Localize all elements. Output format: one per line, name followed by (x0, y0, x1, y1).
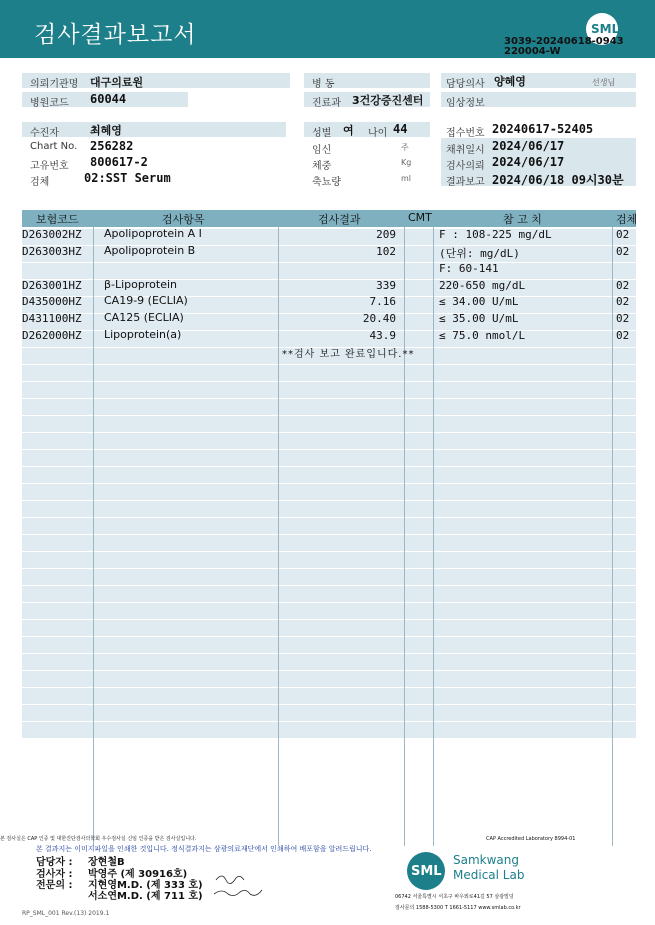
table-stripe-row (22, 586, 636, 602)
col-divider-1 (93, 227, 94, 846)
row5-ref: ≤ 34.00 U/mL (439, 295, 519, 308)
lab-address: 06742 서울특별시 서초구 바우뫼로41길 57 삼광빌딩 (395, 894, 514, 900)
doctor-label: 담당의사 (446, 79, 485, 90)
th-spec: 검체 (616, 213, 638, 226)
cap-note: CAP Accredited Laboratory 8994-01 (486, 836, 576, 842)
specialist2-value: 서소연M.D. (제 711 호) (88, 891, 203, 902)
row6-result: 20.40 (362, 312, 396, 325)
row2-code: D263003HZ (22, 245, 82, 258)
row7-spec: 02 (616, 329, 630, 342)
sex-label: 성별 (312, 128, 332, 139)
col-divider-2 (278, 227, 279, 846)
th-result: 검사결과 (318, 213, 361, 226)
row1-result: 209 (376, 228, 396, 241)
row7-result: 43.9 (369, 329, 396, 342)
institution-value: 대구의료원 (90, 76, 144, 89)
sex-value: 여 (343, 124, 354, 137)
table-stripe-row (22, 450, 636, 466)
samkwang-logo-text: SML (411, 864, 442, 879)
table-stripe-row (22, 552, 636, 568)
id-label: 고유번호 (30, 161, 69, 172)
col-divider-3 (404, 227, 405, 846)
doctor-value: 양혜영 (494, 75, 526, 88)
report-number-line2: 220004-W (504, 46, 561, 57)
col-divider-4 (433, 227, 434, 846)
row3-ref: F: 60-141 (439, 262, 499, 275)
report-number (504, 37, 624, 57)
specialist-label: 전문의 : (36, 880, 73, 891)
collected-value: 2024/06/17 (492, 139, 565, 153)
table-stripe-row (22, 688, 636, 704)
th-ref: 참 고 치 (503, 213, 542, 226)
print-warning: 본 결과지는 이미지파일을 인쇄한 것입니다. 정식결과지는 삼광의료재단에서 인쇄하여 배포함을 알려드립니다. (36, 845, 372, 853)
sml-logo-text: SML (591, 22, 620, 36)
row7-code: D262000HZ (22, 329, 82, 342)
row5-spec: 02 (616, 295, 630, 308)
row7-item: Lipoprotein(a) (104, 328, 182, 341)
collected-label: 채취일시 (446, 145, 485, 156)
row4-result: 339 (376, 279, 396, 292)
chart-label: Chart No. (30, 141, 78, 152)
report-title: 검사결과보고서 (34, 22, 197, 48)
signature-icon (212, 866, 272, 902)
lab-name-line1: Samkwang (453, 853, 519, 867)
lab-phone: 검사문의 1588-5300 T 1661-5117 www.smlab.co.kr (395, 905, 521, 911)
form-code: RP_SML_001 Rev.(13) 2019.1 (22, 910, 110, 917)
table-stripe-row (22, 467, 636, 483)
reported-value: 2024/06/18 09시30분 (492, 173, 624, 187)
row4-spec: 02 (616, 279, 630, 292)
table-stripe-row (22, 416, 636, 432)
clinical-label: 임상정보 (446, 98, 485, 109)
table-stripe-row (22, 535, 636, 551)
tester-label: 검사자 : (36, 869, 73, 880)
weight-unit: Kg (401, 158, 412, 167)
specimen-value: 02:SST Serum (84, 171, 171, 185)
tester-value: 박영주 (제 30916호) (88, 869, 188, 880)
dept-value: 3건강증진센터 (352, 94, 424, 107)
supervisor-value: 장현철B (88, 857, 125, 868)
specimen-label: 검체 (30, 177, 50, 188)
table-stripe-row (22, 518, 636, 534)
institution-label: 의뢰기관명 (30, 79, 79, 90)
table-stripe-row (22, 654, 636, 670)
requested-value: 2024/06/17 (492, 155, 565, 169)
th-cmt: CMT (408, 211, 432, 224)
table-stripe-row (22, 637, 636, 653)
hospital-code-value: 60044 (90, 92, 127, 106)
table-stripe-row (22, 365, 636, 381)
table-stripe-row (22, 705, 636, 721)
accession-label: 접수번호 (446, 128, 485, 139)
ward-label: 병 동 (312, 79, 335, 90)
row2-ref: (단위: mg/dL) (439, 247, 520, 260)
hospital-code-label: 병원코드 (30, 98, 69, 109)
row1-ref: F : 108-225 mg/dL (439, 228, 552, 241)
chart-value: 256282 (90, 139, 134, 153)
table-stripe-row (22, 722, 636, 738)
doctor-suffix: 선생님 (592, 78, 616, 87)
table-stripe-row (22, 501, 636, 517)
pregnancy-label: 임신 (312, 145, 332, 156)
table-stripe-row (22, 399, 636, 415)
pregnancy-unit: 주 (401, 143, 409, 152)
accession-value: 20240617-52405 (492, 122, 594, 136)
row2-result: 102 (376, 245, 396, 258)
reported-label: 결과보고 (446, 177, 485, 188)
row5-result: 7.16 (369, 295, 396, 308)
table-stripe-row (22, 603, 636, 619)
th-item: 검사항목 (162, 213, 205, 226)
weight-label: 체중 (312, 161, 332, 172)
th-code: 보험코드 (36, 213, 79, 226)
id-value: 800617-2 (90, 155, 148, 169)
age-value: 44 (393, 122, 408, 136)
supervisor-label: 담당자 : (36, 857, 73, 868)
row1-code: D263002HZ (22, 228, 82, 241)
row4-item: β-Lipoprotein (104, 278, 177, 291)
row6-item: CA125 (ECLIA) (104, 311, 184, 324)
age-label: 나이 (368, 128, 388, 139)
dept-label: 진료과 (312, 98, 341, 109)
table-stripe-row (22, 263, 636, 279)
cert-note: 본 검사실은 CAP 인증 및 대한진단검사의학회 우수검사실 신임 인증을 받은 검사실입니다. (0, 836, 197, 842)
row1-spec: 02 (616, 228, 630, 241)
report-complete-note: **검사 보고 완료입니다.** (282, 349, 415, 360)
row5-item: CA19-9 (ECLIA) (104, 294, 188, 307)
table-stripe-row (22, 569, 636, 585)
row1-item: Apolipoprotein A I (104, 227, 202, 240)
row7-ref: ≤ 75.0 nmol/L (439, 329, 526, 342)
specialist1-value: 지현영M.D. (제 333 호) (88, 880, 203, 891)
col-divider-5 (612, 227, 613, 846)
row5-code: D435000HZ (22, 295, 82, 308)
row4-code: D263001HZ (22, 279, 82, 292)
lab-name-line2: Medical Lab (453, 868, 525, 882)
row6-ref: ≤ 35.00 U/mL (439, 312, 519, 325)
row2-spec: 02 (616, 245, 630, 258)
patient-label: 수진자 (30, 128, 59, 139)
table-stripe-row (22, 671, 636, 687)
urine-label: 축뇨량 (312, 177, 341, 188)
row2-item: Apolipoprotein B (104, 244, 196, 257)
table-stripe-row (22, 382, 636, 398)
table-stripe-row (22, 620, 636, 636)
row6-spec: 02 (616, 312, 630, 325)
info-bar-patient (22, 122, 286, 137)
table-stripe-row (22, 484, 636, 500)
report-number-line1: 3039-20240618-0943 (504, 36, 624, 47)
urine-unit: ml (401, 174, 412, 183)
table-stripe-row (22, 433, 636, 449)
requested-label: 검사의뢰 (446, 161, 485, 172)
row4-ref: 220-650 mg/dL (439, 279, 526, 292)
patient-value: 최혜영 (90, 124, 122, 137)
row6-code: D431100HZ (22, 312, 82, 325)
